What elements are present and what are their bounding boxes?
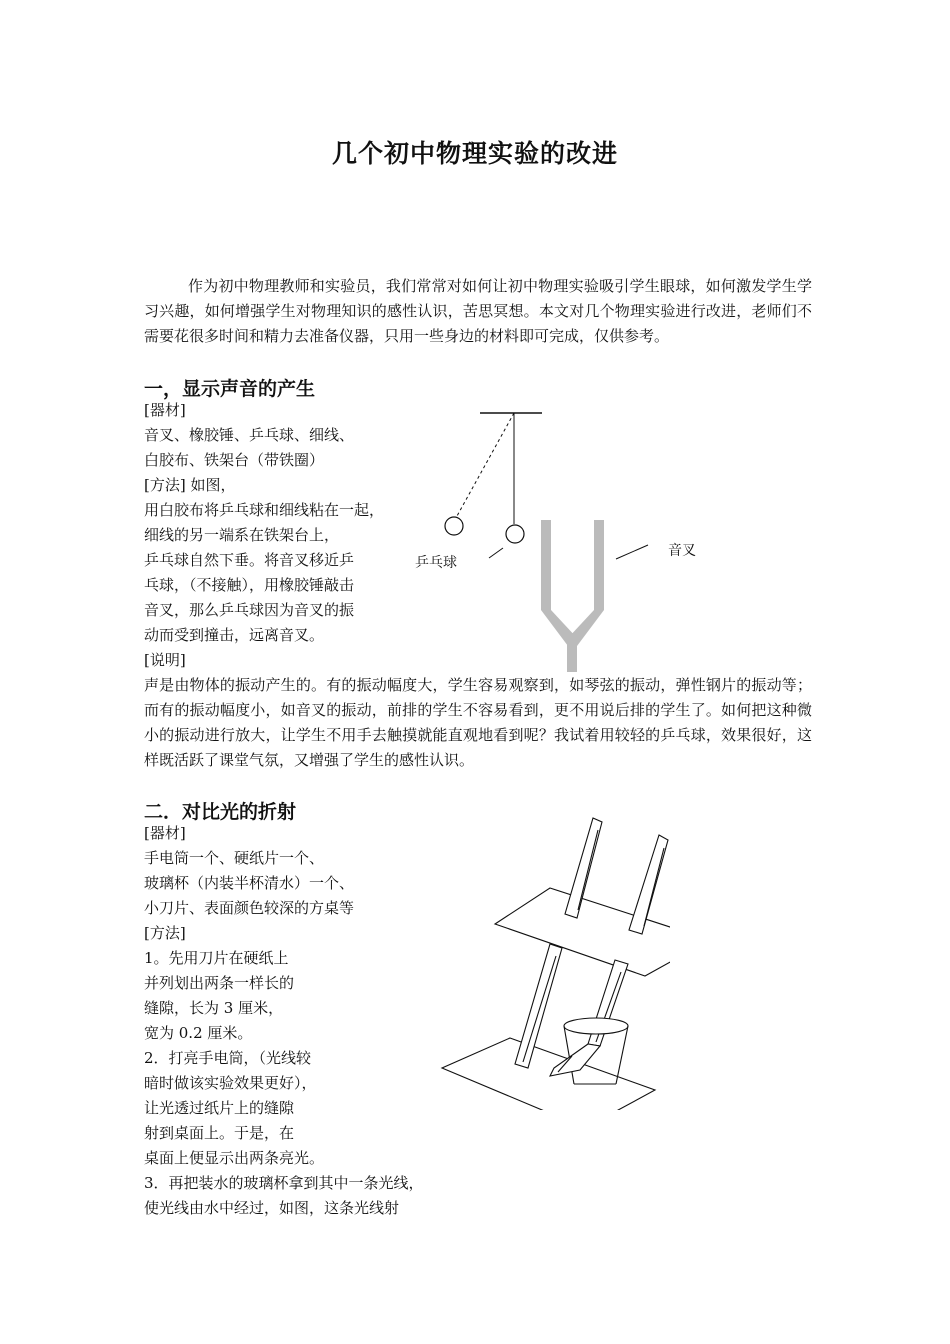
section1-explanation bbox=[144, 673, 812, 773]
section2-line: 2．打亮手电筒，（光线较 bbox=[144, 1049, 312, 1067]
section1-line: [说明] bbox=[144, 651, 186, 669]
section2-line: [方法] bbox=[144, 924, 186, 942]
section2-line: 1。先用刀片在硬纸上 bbox=[144, 949, 289, 967]
section2-line: 让光透过纸片上的缝隙 bbox=[144, 1099, 295, 1117]
section2-line: 小刀片、表面颜色较深的方桌等 bbox=[144, 899, 355, 917]
section1-line: 用白胶布将乒乓球和细线粘在一起， bbox=[144, 501, 385, 519]
section2-line: [器材] bbox=[144, 824, 186, 842]
fork-pointer bbox=[616, 545, 648, 559]
fork-prong-right bbox=[594, 520, 604, 610]
section2-heading: 二．对比光的折射 bbox=[144, 801, 297, 823]
glass-cup-side-right bbox=[616, 1026, 628, 1084]
ping-pong-ball-swung bbox=[445, 517, 463, 535]
section2-line: 玻璃杯（内装半杯清水）一个、 bbox=[144, 874, 355, 892]
fork-handle bbox=[567, 638, 577, 672]
section1-line: 动而受到撞击，远离音叉。 bbox=[144, 626, 325, 644]
glass-cup-rim bbox=[564, 1018, 628, 1034]
label-tuning-fork: 音叉 bbox=[668, 543, 696, 559]
section2-line: 暗时做该实验效果更好）， bbox=[144, 1074, 317, 1092]
section1-line: 乓球，（不接触），用橡胶锤敲击 bbox=[144, 576, 355, 594]
section1-line: [器材] bbox=[144, 401, 186, 419]
section2-line: 桌面上便显示出两条亮光。 bbox=[144, 1149, 325, 1167]
section1-line: 白胶布、铁架台（带铁圈） bbox=[144, 451, 325, 469]
intro-text: 作为初中物理教师和实验员，我们常常对如何让初中物理实验吸引学生眼球，如何激发学生学习兴趣，如何增强学生对物理知识的感性认识，苦思冥想。本文对几个物理实验进行改进，老师们不需要花很多时间和精力去准备仪器，只用一些身边的材料即可完成，仅供参考。 bbox=[144, 277, 812, 345]
thread-swing-dashed bbox=[457, 413, 514, 516]
section1-line: 音叉，那么乒乓球因为音叉的振 bbox=[144, 601, 355, 619]
section1-line: 细线的另一端系在铁架台上， bbox=[144, 526, 340, 544]
section1-heading: 一，显示声音的产生 bbox=[144, 378, 316, 400]
section2-line: 手电筒一个、硬纸片一个、 bbox=[144, 849, 325, 867]
section2-line: 使光线由水中经过，如图，这条光线射 bbox=[144, 1199, 400, 1217]
fork-prong-left bbox=[541, 520, 551, 610]
light-beam-lower-left-edge bbox=[523, 956, 556, 1062]
section2-line: 射到桌面上。于是，在 bbox=[144, 1124, 295, 1142]
section2-line: 3．再把装水的玻璃杯拿到其中一条光线， bbox=[144, 1174, 424, 1192]
section2-text-column bbox=[144, 821, 424, 1221]
ping-pong-ball bbox=[506, 525, 524, 543]
tuning-fork-figure bbox=[400, 400, 720, 680]
section1-line: [方法] 如图， bbox=[144, 476, 236, 494]
section1-line: 音叉、橡胶锤、乒乓球、细线、 bbox=[144, 426, 355, 444]
section1-line: 乒乓球自然下垂。将音叉移近乒 bbox=[144, 551, 355, 569]
label-ping-pong: 乒乓球 bbox=[415, 555, 457, 571]
section1-text-column bbox=[144, 398, 384, 673]
ball-pointer bbox=[489, 548, 503, 558]
section2-line: 宽为 0.2 厘米。 bbox=[144, 1024, 253, 1042]
section2-line: 缝隙，长为 3 厘米， bbox=[144, 999, 284, 1017]
section2-line: 并列划出两条一样长的 bbox=[144, 974, 295, 992]
light-beam-upper-right bbox=[629, 835, 668, 934]
page-title: 几个初中物理实验的改进 bbox=[331, 139, 618, 168]
refraction-figure bbox=[430, 810, 670, 1110]
intro-paragraph bbox=[144, 274, 812, 349]
section1-explanation-text: 声是由物体的振动产生的。有的振动幅度大，学生容易观察到，如琴弦的振动，弹性钢片的振动等；而有的振动幅度小，如音叉的振动，前排的学生不容易看到，更不用说后排的学生了。如何把这种微小的振动进行放大，让学生不用手去触摸就能直观地看到呢？我试着用较轻的乒乓球，效果很好，这样既活跃了课堂气氛，又增强了学生的感性认识。 bbox=[144, 676, 812, 769]
